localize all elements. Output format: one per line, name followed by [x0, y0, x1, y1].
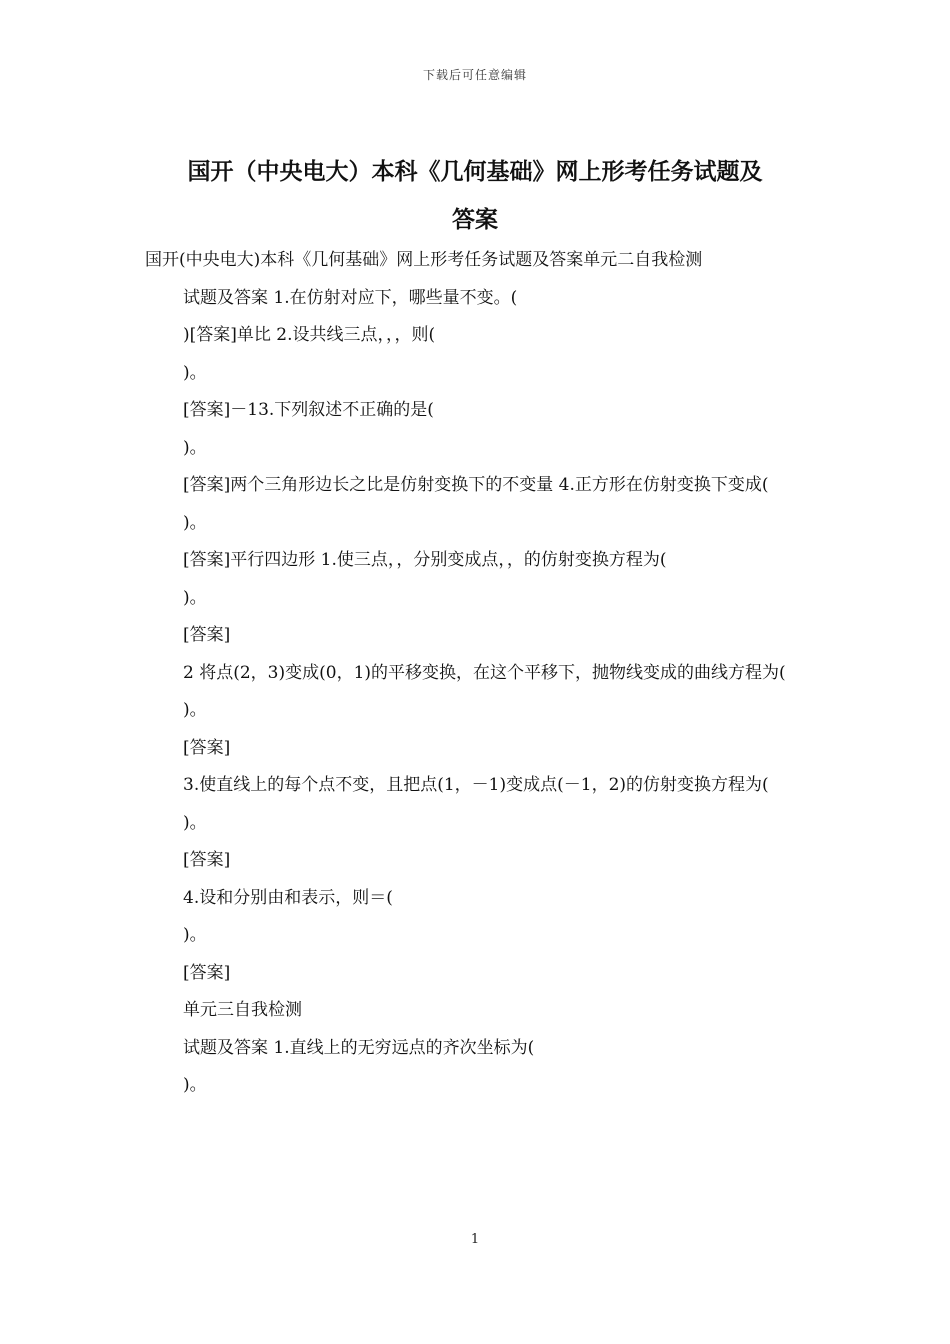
- body-line: )[答案]单比 2.设共线三点，，，则(: [183, 325, 436, 345]
- body-line: [答案]: [183, 850, 231, 870]
- document-title-line-2: 答案: [452, 207, 498, 233]
- body-line: [答案]－13.下列叙述不正确的是(: [183, 400, 434, 420]
- body-line: )。: [183, 362, 207, 383]
- body-line: 2 将点(2，3)变成(0，1)的平移变换，在这个平移下，抛物线变成的曲线方程为(: [183, 662, 786, 683]
- body-line: )。: [183, 700, 207, 720]
- body-line: )。: [183, 437, 207, 458]
- body-line: 3.使直线上的每个点不变，且把点(1，－1)变成点(－1，2)的仿射变换方程为(: [183, 775, 769, 795]
- document-body: [145, 242, 807, 1105]
- body-line: )。: [183, 512, 207, 533]
- section-heading: 单元三自我检测: [183, 1000, 302, 1020]
- body-line: )。: [183, 925, 207, 945]
- body-line: [答案]: [183, 962, 231, 983]
- body-line: 试题及答案 1.在仿射对应下，哪些量不变。(: [183, 287, 518, 308]
- body-line: )。: [183, 1075, 207, 1095]
- body-line: 4.设和分别由和表示，则＝(: [183, 887, 393, 908]
- body-line: )。: [183, 812, 207, 833]
- document-title: [130, 148, 820, 244]
- body-line: )。: [183, 587, 207, 608]
- page-number: 1: [470, 1232, 480, 1247]
- body-line: [答案]平行四边形 1.使三点，，分别变成点，，的仿射变换方程为(: [183, 550, 667, 570]
- body-line: [答案]: [183, 625, 231, 645]
- body-line: 试题及答案 1.直线上的无穷远点的齐次坐标为(: [183, 1037, 535, 1058]
- document-title-line-1: 国开（中央电大）本科《几何基础》网上形考任务试题及: [187, 159, 763, 185]
- body-line: [答案]: [183, 737, 231, 758]
- page-header-note: 下载后可任意编辑: [422, 68, 527, 82]
- body-line: 国开(中央电大)本科《几何基础》网上形考任务试题及答案单元二自我检测: [145, 250, 703, 270]
- body-line: [答案]两个三角形边长之比是仿射变换下的不变量 4.正方形在仿射变换下变成(: [183, 475, 769, 495]
